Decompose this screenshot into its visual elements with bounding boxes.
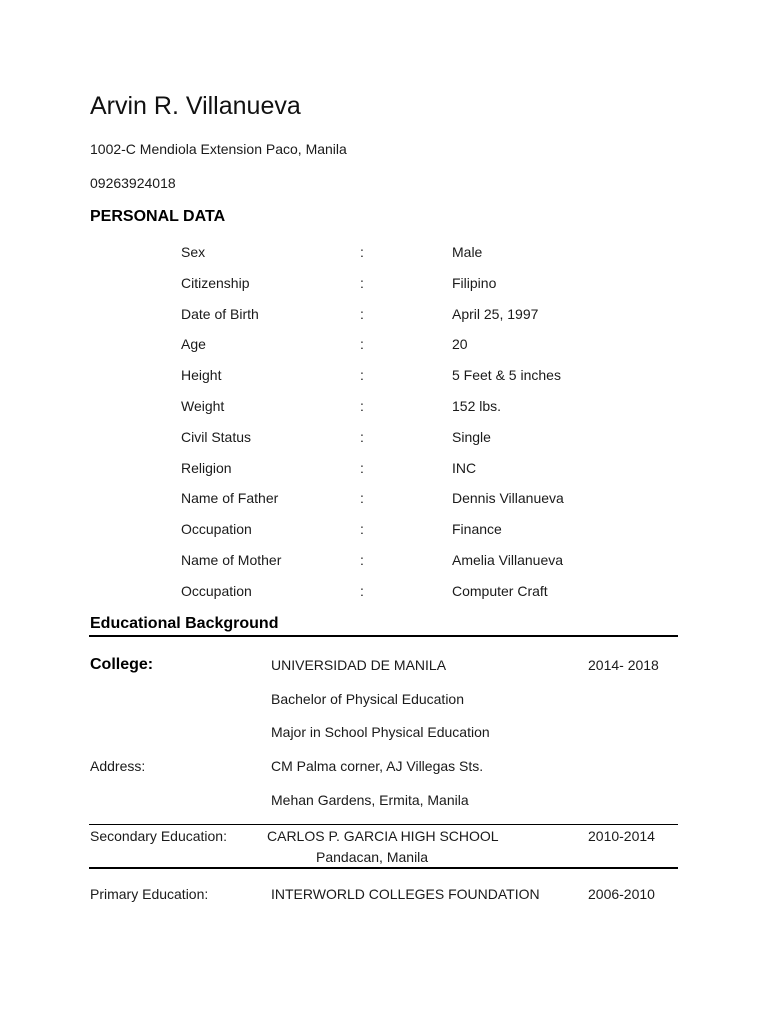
personal-data-value: Dennis Villanueva [452, 490, 564, 506]
personal-data-separator: : [360, 583, 364, 599]
personal-data-separator: : [360, 336, 364, 352]
primary-school-name: INTERWORLD COLLEGES FOUNDATION [271, 886, 540, 902]
personal-data-label: Occupation [181, 521, 252, 537]
college-school-name: UNIVERSIDAD DE MANILA [271, 657, 447, 673]
personal-data-label: Weight [181, 398, 225, 414]
personal-data-label: Age [181, 336, 206, 352]
college-label: College: [90, 656, 154, 673]
secondary-education-label: Secondary Education: [90, 828, 227, 844]
personal-data-value: April 25, 1997 [452, 306, 539, 322]
personal-data-value: INC [452, 460, 477, 476]
personal-data-row [0, 583, 768, 605]
college-years: 2014- 2018 [588, 657, 659, 673]
personal-data-label: Name of Mother [181, 552, 282, 568]
personal-data-value: 152 lbs. [452, 398, 502, 414]
personal-data-heading: PERSONAL DATA [90, 208, 226, 225]
college-major: Major in School Physical Education [271, 724, 490, 740]
personal-data-row [0, 460, 768, 482]
personal-data-separator: : [360, 490, 364, 506]
primary-years: 2006-2010 [588, 886, 655, 902]
personal-data-separator: : [360, 244, 364, 260]
college-degree: Bachelor of Physical Education [271, 691, 464, 707]
personal-data-label: Civil Status [181, 429, 252, 445]
personal-data-separator: : [360, 429, 364, 445]
secondary-school-name: CARLOS P. GARCIA HIGH SCHOOL [267, 828, 499, 844]
personal-data-value: 20 [452, 336, 468, 352]
personal-data-row [0, 490, 768, 512]
personal-data-row [0, 244, 768, 266]
personal-data-value: Amelia Villanueva [452, 552, 564, 568]
personal-data-row [0, 275, 768, 297]
personal-data-separator: : [360, 460, 364, 476]
personal-data-separator: : [360, 367, 364, 383]
secondary-divider [89, 867, 678, 869]
personal-data-label: Sex [181, 244, 206, 260]
personal-data-value: Finance [452, 521, 502, 537]
personal-data-label: Date of Birth [181, 306, 259, 322]
personal-data-value: Computer Craft [452, 583, 548, 599]
personal-data-separator: : [360, 552, 364, 568]
education-heading-rule [89, 635, 678, 637]
personal-data-row [0, 429, 768, 451]
applicant-name: Arvin R. Villanueva [90, 92, 301, 120]
personal-data-row [0, 398, 768, 420]
personal-data-label: Name of Father [181, 490, 279, 506]
secondary-school-location: Pandacan, Manila [316, 849, 429, 865]
college-divider [89, 824, 678, 825]
education-heading: Educational Background [90, 615, 279, 632]
personal-data-row [0, 306, 768, 328]
personal-data-row [0, 336, 768, 358]
personal-data-row [0, 521, 768, 543]
personal-data-label: Occupation [181, 583, 252, 599]
personal-data-row [0, 367, 768, 389]
personal-data-value: 5 Feet & 5 inches [452, 367, 561, 383]
personal-data-separator: : [360, 521, 364, 537]
personal-data-label: Citizenship [181, 275, 250, 291]
personal-data-separator: : [360, 306, 364, 322]
college-address-line1: CM Palma corner, AJ Villegas Sts. [271, 758, 484, 774]
college-address-label: Address: [90, 758, 146, 774]
personal-data-value: Single [452, 429, 491, 445]
secondary-years: 2010-2014 [588, 828, 655, 844]
personal-data-value: Filipino [452, 275, 497, 291]
personal-data-separator: : [360, 398, 364, 414]
phone-number: 09263924018 [90, 175, 176, 191]
personal-data-row [0, 552, 768, 574]
home-address: 1002-C Mendiola Extension Paco, Manila [90, 141, 347, 157]
personal-data-value: Male [452, 244, 483, 260]
college-address-line2: Mehan Gardens, Ermita, Manila [271, 792, 469, 808]
primary-education-label: Primary Education: [90, 886, 209, 902]
personal-data-label: Height [181, 367, 222, 383]
personal-data-separator: : [360, 275, 364, 291]
personal-data-label: Religion [181, 460, 232, 476]
